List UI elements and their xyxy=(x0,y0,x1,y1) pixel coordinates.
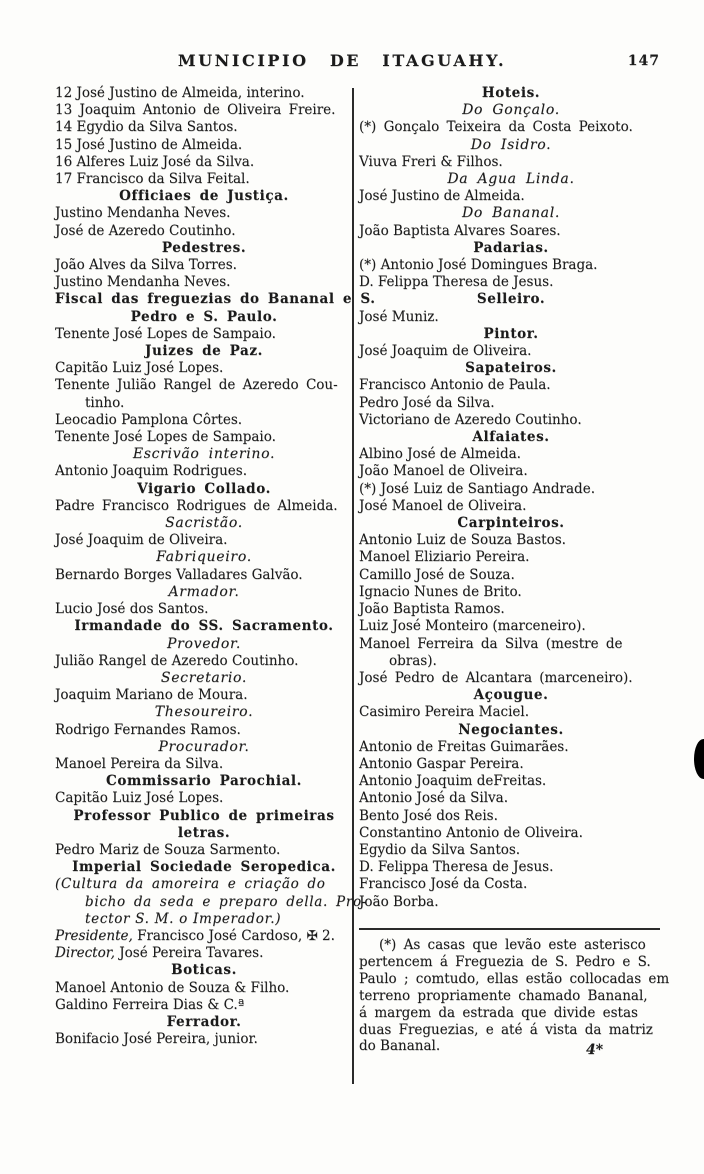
entry-line: Bonifacio José Pereira, junior. xyxy=(55,1031,258,1048)
footnote-line: (*) As casas que levão este asterisco xyxy=(379,937,646,953)
entry-line: João Baptista Ramos. xyxy=(359,601,505,618)
entry-line: (*) Gonçalo Teixeira da Costa Peixoto. xyxy=(359,119,633,136)
entry-line: tector S. M. o Imperador.) xyxy=(85,910,282,927)
office-subheading: Sacristão. xyxy=(165,515,243,532)
entry-line: Viuva Freri & Filhos. xyxy=(359,153,503,170)
entry-line: Antonio Joaquim deFreitas. xyxy=(359,773,547,790)
entry-line: Luiz José Monteiro (marceneiro). xyxy=(359,618,586,635)
entry-line: (*) José Luiz de Santiago Andrade. xyxy=(359,480,595,497)
entry-line: Manoel Antonio de Souza & Filho. xyxy=(55,979,290,996)
entry-line: 13 Joaquim Antonio de Oliveira Freire. xyxy=(55,102,336,119)
section-heading: Negociantes. xyxy=(458,721,564,738)
entry-line: Casimiro Pereira Maciel. xyxy=(359,704,529,721)
printer-signature-mark: 4* xyxy=(586,1042,604,1058)
section-heading: Imperial Sociedade Seropedica. xyxy=(72,859,336,876)
page-header-title: MUNICIPIO DE ITAGUAHY. xyxy=(177,51,507,70)
office-subheading: Armador. xyxy=(168,583,240,600)
section-heading: Selleiro. xyxy=(476,291,546,308)
section-heading: letras. xyxy=(177,824,231,841)
section-heading: Sapateiros. xyxy=(465,360,557,377)
entry-line: Constantino Antonio de Oliveira. xyxy=(359,824,583,841)
section-heading: Fiscal das freguezias do Bananal e S. xyxy=(55,291,376,308)
entry-line: Bento José dos Reis. xyxy=(359,807,498,824)
section-heading: Pintor. xyxy=(483,325,539,342)
section-heading: Pedro e S. Paulo. xyxy=(130,308,278,325)
entry-line: D. Felippa Theresa de Jesus. xyxy=(359,859,554,876)
office-subheading: Secretario. xyxy=(160,669,248,686)
entry-line: Justino Mendanha Neves. xyxy=(55,274,231,291)
entry-line: 16 Alferes Luiz José da Silva. xyxy=(55,153,255,170)
entry-line: José Justino de Almeida. xyxy=(359,188,525,205)
footnote-line: pertencem á Freguezia de S. Pedro e S. xyxy=(359,953,651,970)
entry-line: tinho. xyxy=(85,394,125,411)
entry-line: Leocadio Pamplona Côrtes. xyxy=(55,411,243,428)
entry-line: José de Azeredo Coutinho. xyxy=(55,222,236,239)
entry-line: Antonio Gaspar Pereira. xyxy=(359,755,524,772)
entry-line: obras). xyxy=(389,652,437,669)
entry-line: Francisco Antonio de Paula. xyxy=(359,377,551,394)
entry-line: Pedro José da Silva. xyxy=(359,394,495,411)
section-heading: Açougue. xyxy=(473,687,549,704)
office-subheading: Provedor. xyxy=(166,635,242,652)
entry-line: Camillo José de Souza. xyxy=(359,566,515,583)
footnote-line: terreno propriamente chamado Bananal, xyxy=(359,987,648,1004)
entry-line: (*) Antonio José Domingues Braga. xyxy=(359,257,598,274)
entry-line: 17 Francisco da Silva Feital. xyxy=(55,171,250,188)
section-heading: Irmandade do SS. Sacramento. xyxy=(74,618,334,635)
entry-lead-label: Presidente, xyxy=(55,927,133,944)
section-heading: Professor Publico de primeiras xyxy=(73,807,335,824)
entry-line: Capitão Luiz José Lopes. xyxy=(55,790,224,807)
left-column xyxy=(55,85,376,1048)
office-subheading: Escrivão interino. xyxy=(132,446,276,463)
entry-line: Francisco José da Costa. xyxy=(359,876,528,893)
entry-line: 15 José Justino de Almeida. xyxy=(55,136,243,153)
entry-line: Rodrigo Fernandes Ramos. xyxy=(55,721,241,738)
section-heading: Officiaes de Justiça. xyxy=(119,188,289,205)
office-subheading: Do Bananal. xyxy=(461,205,561,222)
section-heading: Juizes de Paz. xyxy=(145,343,263,360)
entry-line: José Manoel de Oliveira. xyxy=(359,497,527,514)
entry-line: Victoriano de Azeredo Coutinho. xyxy=(359,411,582,428)
entry-line: Bernardo Borges Valladares Galvão. xyxy=(55,566,303,583)
entry-line: Galdino Ferreira Dias & C.ª xyxy=(55,996,245,1013)
footnote-line: duas Freguezias, e até á vista da matriz xyxy=(359,1021,653,1038)
entry-line: Joaquim Mariano de Moura. xyxy=(55,687,248,704)
entry-line: Julião Rangel de Azeredo Coutinho. xyxy=(55,652,299,669)
footnote-line: á margem da estrada que divide estas xyxy=(359,1004,638,1021)
entry-line: José Pedro de Alcantara (marceneiro). xyxy=(359,669,633,686)
entry-line: Ignacio Nunes de Brito. xyxy=(359,583,522,600)
footnote-rule xyxy=(359,928,660,930)
office-subheading: Procurador. xyxy=(158,738,250,755)
entry-line: Justino Mendanha Neves. xyxy=(55,205,231,222)
entry-line: Presidente, Francisco José Cardoso, ✠ 2. xyxy=(55,927,335,944)
entry-line: João Borba. xyxy=(359,893,439,910)
entry-line: Manoel Ferreira da Silva (mestre de xyxy=(359,635,623,652)
section-heading: Boticas. xyxy=(171,962,237,979)
office-subheading: Do Gonçalo. xyxy=(462,102,560,119)
entry-line: Director, José Pereira Tavares. xyxy=(55,945,264,962)
footnote-line: do Bananal. xyxy=(359,1038,441,1055)
section-heading: Vigario Collado. xyxy=(137,480,271,497)
entry-line: Tenente Julião Rangel de Azeredo Cou- xyxy=(55,377,338,394)
section-heading: Alfaiates. xyxy=(472,429,550,446)
entry-line: Tenente José Lopes de Sampaio. xyxy=(55,325,276,342)
footnote xyxy=(359,937,670,1055)
entry-line: Antonio José da Silva. xyxy=(359,790,509,807)
entry-line: D. Felippa Theresa de Jesus. xyxy=(359,274,554,291)
entry-lead-label: Director, xyxy=(55,945,115,962)
footnote-line: Paulo ; comtudo, ellas estão collocadas em xyxy=(359,970,670,987)
entry-line: Manoel Eliziario Pereira. xyxy=(359,549,530,566)
entry-line: Albino José de Almeida. xyxy=(359,446,521,463)
section-heading: Commissario Parochial. xyxy=(106,773,302,790)
entry-line: Pedro Mariz de Souza Sarmento. xyxy=(55,841,281,858)
entry-line: João Baptista Alvares Soares. xyxy=(359,222,561,239)
right-column xyxy=(359,85,663,911)
entry-line: Capitão Luiz José Lopes. xyxy=(55,360,224,377)
entry-line: João Alves da Silva Torres. xyxy=(55,257,237,274)
entry-line: Manoel Pereira da Silva. xyxy=(55,755,224,772)
entry-line: Lucio José dos Santos. xyxy=(55,601,209,618)
entry-line: Padre Francisco Rodrigues de Almeida. xyxy=(55,497,338,514)
section-heading: Ferrador. xyxy=(166,1013,242,1030)
entry-line: Antonio de Freitas Guimarães. xyxy=(359,738,569,755)
entry-line: Tenente José Lopes de Sampaio. xyxy=(55,429,276,446)
entry-line: José Joaquim de Oliveira. xyxy=(55,532,228,549)
section-heading: Hoteis. xyxy=(481,85,541,101)
entry-line: José Muniz. xyxy=(359,308,439,325)
office-subheading: Thesoureiro. xyxy=(154,704,254,721)
entry-line: 14 Egydio da Silva Santos. xyxy=(55,119,238,136)
section-heading: Pedestres. xyxy=(161,239,247,256)
entry-line: bicho da seda e preparo della. Pro- xyxy=(85,893,368,910)
scan-artifact-blob xyxy=(694,739,704,779)
section-heading: Padarias. xyxy=(473,239,549,256)
office-subheading: Do Isidro. xyxy=(470,136,552,153)
office-subheading: Da Agua Linda. xyxy=(447,171,575,188)
entry-line: Antonio Luiz de Souza Bastos. xyxy=(359,532,566,549)
page-number: 147 xyxy=(627,53,660,69)
entry-line: 12 José Justino de Almeida, interino. xyxy=(55,85,305,101)
entry-line: José Joaquim de Oliveira. xyxy=(359,343,532,360)
entry-line: (Cultura da amoreira e criação do xyxy=(55,876,326,893)
entry-line: Egydio da Silva Santos. xyxy=(359,841,521,858)
office-subheading: Fabriqueiro. xyxy=(156,549,252,566)
section-heading: Carpinteiros. xyxy=(457,515,565,532)
entry-line: João Manoel de Oliveira. xyxy=(359,463,528,480)
entry-line: Antonio Joaquim Rodrigues. xyxy=(55,463,248,480)
